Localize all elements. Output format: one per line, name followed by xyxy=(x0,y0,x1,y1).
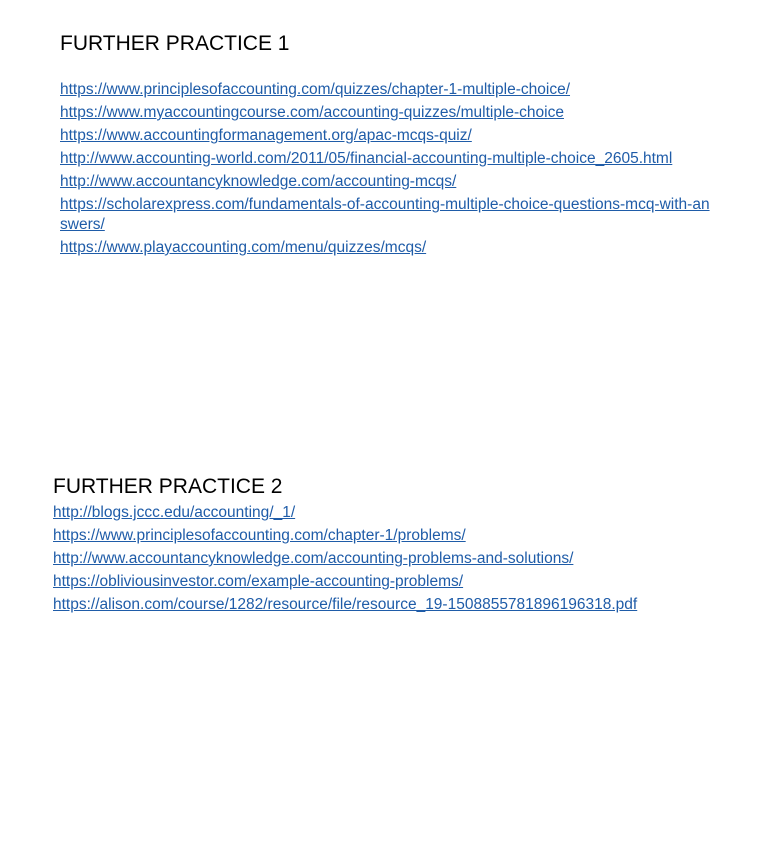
link-scholarexpress-mcq[interactable]: https://scholarexpress.com/fundamentals-of-accounting-multiple-choice-questions-mcq-with-answers/ xyxy=(60,196,710,233)
list-item xyxy=(60,172,720,192)
list-item xyxy=(53,503,713,523)
link-myaccountingcourse-quiz[interactable]: https://www.myaccountingcourse.com/accounting-quizzes/multiple-choice xyxy=(60,104,564,121)
list-item xyxy=(60,238,720,258)
list-item xyxy=(60,80,720,100)
link-accountancyknowledge-problems[interactable]: http://www.accountancyknowledge.com/accounting-problems-and-solutions/ xyxy=(53,550,574,567)
further-practice-1-link-list xyxy=(60,80,720,258)
link-accountingformanagement-quiz[interactable]: https://www.accountingformanagement.org/apac-mcqs-quiz/ xyxy=(60,127,472,144)
list-item xyxy=(60,126,720,146)
list-item xyxy=(53,526,713,546)
list-item xyxy=(53,595,713,615)
link-playaccounting-mcqs[interactable]: https://www.playaccounting.com/menu/quizzes/mcqs/ xyxy=(60,239,427,256)
further-practice-2-link-list xyxy=(53,503,713,615)
link-accountancyknowledge-mcqs[interactable]: http://www.accountancyknowledge.com/accounting-mcqs/ xyxy=(60,173,457,190)
further-practice-2-section xyxy=(53,473,713,618)
link-obliviousinvestor-problems[interactable]: https://obliviousinvestor.com/example-accounting-problems/ xyxy=(53,573,464,590)
section-heading-further-practice-1: FURTHER PRACTICE 1 xyxy=(60,32,290,55)
list-item xyxy=(60,103,720,123)
section-heading-further-practice-2: FURTHER PRACTICE 2 xyxy=(53,475,283,498)
link-principlesofaccounting-problems[interactable]: https://www.principlesofaccounting.com/chapter-1/problems/ xyxy=(53,527,466,544)
list-item xyxy=(53,572,713,592)
link-principlesofaccounting-quiz[interactable]: https://www.principlesofaccounting.com/quizzes/chapter-1-multiple-choice/ xyxy=(60,81,571,98)
link-jccc-blog[interactable]: http://blogs.jccc.edu/accounting/_1/ xyxy=(53,504,296,521)
list-item xyxy=(53,549,713,569)
list-item xyxy=(60,195,720,235)
list-item xyxy=(60,149,720,169)
further-practice-1-section xyxy=(60,30,720,261)
link-alison-resource-pdf[interactable]: https://alison.com/course/1282/resource/file/resource_19-1508855781896196318.pdf xyxy=(53,596,638,613)
link-accounting-world-mcq[interactable]: http://www.accounting-world.com/2011/05/financial-accounting-multiple-choice_2605.html xyxy=(60,150,673,167)
